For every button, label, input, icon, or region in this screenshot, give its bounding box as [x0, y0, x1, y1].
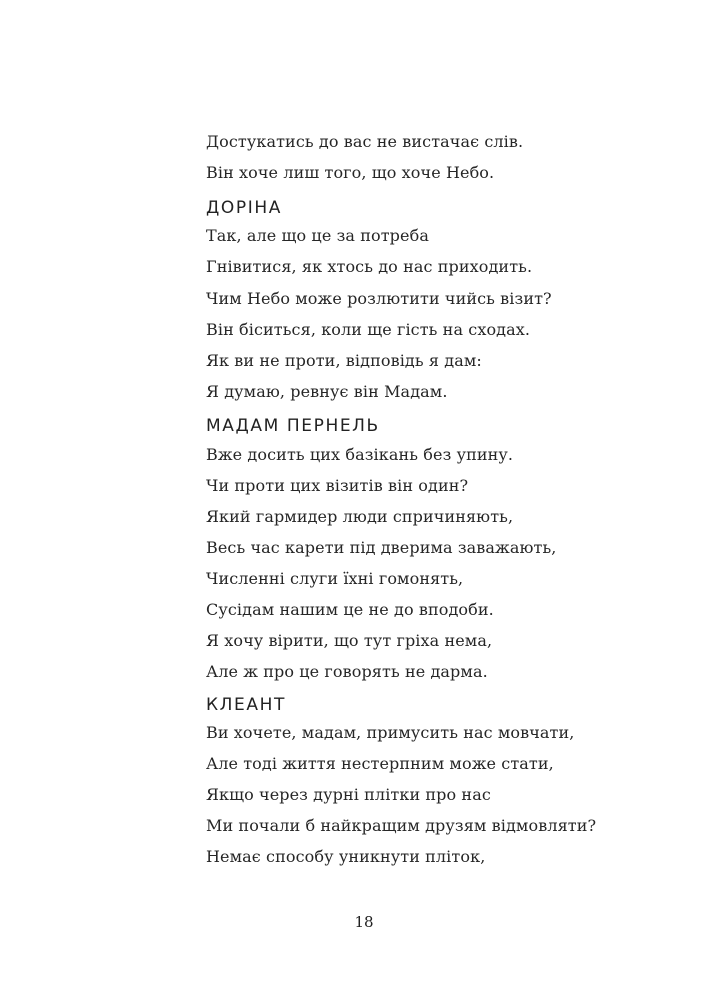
speaker-name: КЛЕАНТ — [206, 695, 286, 715]
verse-line: Але ж про це говорять не дарма. — [206, 662, 488, 681]
verse-line: Але тоді життя нестерпним може стати, — [206, 754, 554, 773]
verse-line: Ми почали б найкращим друзям відмовляти? — [206, 816, 597, 835]
verse-line: Немає способу уникнути пліток, — [206, 847, 486, 866]
page-number: 18 — [354, 913, 374, 931]
verse-line: Я думаю, ревнує він Мадам. — [206, 382, 448, 401]
verse-line: Він біситься, коли ще гість на сходах. — [206, 320, 531, 339]
verse-line: Достукатись до вас не вистачає слів. — [206, 132, 524, 151]
verse-line: Чи проти цих візитів він один? — [206, 476, 469, 495]
verse-line: Якщо через дурні плітки про нас — [206, 785, 491, 804]
verse-line: Сусідам нашим це не до вподоби. — [206, 600, 494, 619]
speaker-name: МАДАМ ПЕРНЕЛЬ — [206, 416, 380, 436]
verse-line: Який гармидер люди спричиняють, — [206, 507, 514, 526]
verse-line: Весь час карети під дверима заважають, — [206, 538, 557, 557]
verse-line: Він хоче лиш того, що хоче Небо. — [206, 163, 495, 182]
verse-line: Ви хочете, мадам, примусить нас мовчати, — [206, 723, 575, 742]
verse-line: Як ви не проти, відповідь я дам: — [206, 351, 482, 370]
verse-line: Я хочу вірити, що тут гріха нема, — [206, 631, 493, 650]
speaker-name: ДОРІНА — [206, 198, 282, 218]
verse-line: Вже досить цих базікань без упину. — [206, 445, 514, 464]
verse-line: Гнівитися, як хтось до нас приходить. — [206, 257, 533, 276]
verse-line: Чим Небо може розлютити чийсь візит? — [206, 289, 552, 308]
verse-line: Численні слуги їхні гомонять, — [206, 569, 464, 588]
verse-line: Так, але що це за потреба — [206, 226, 429, 245]
